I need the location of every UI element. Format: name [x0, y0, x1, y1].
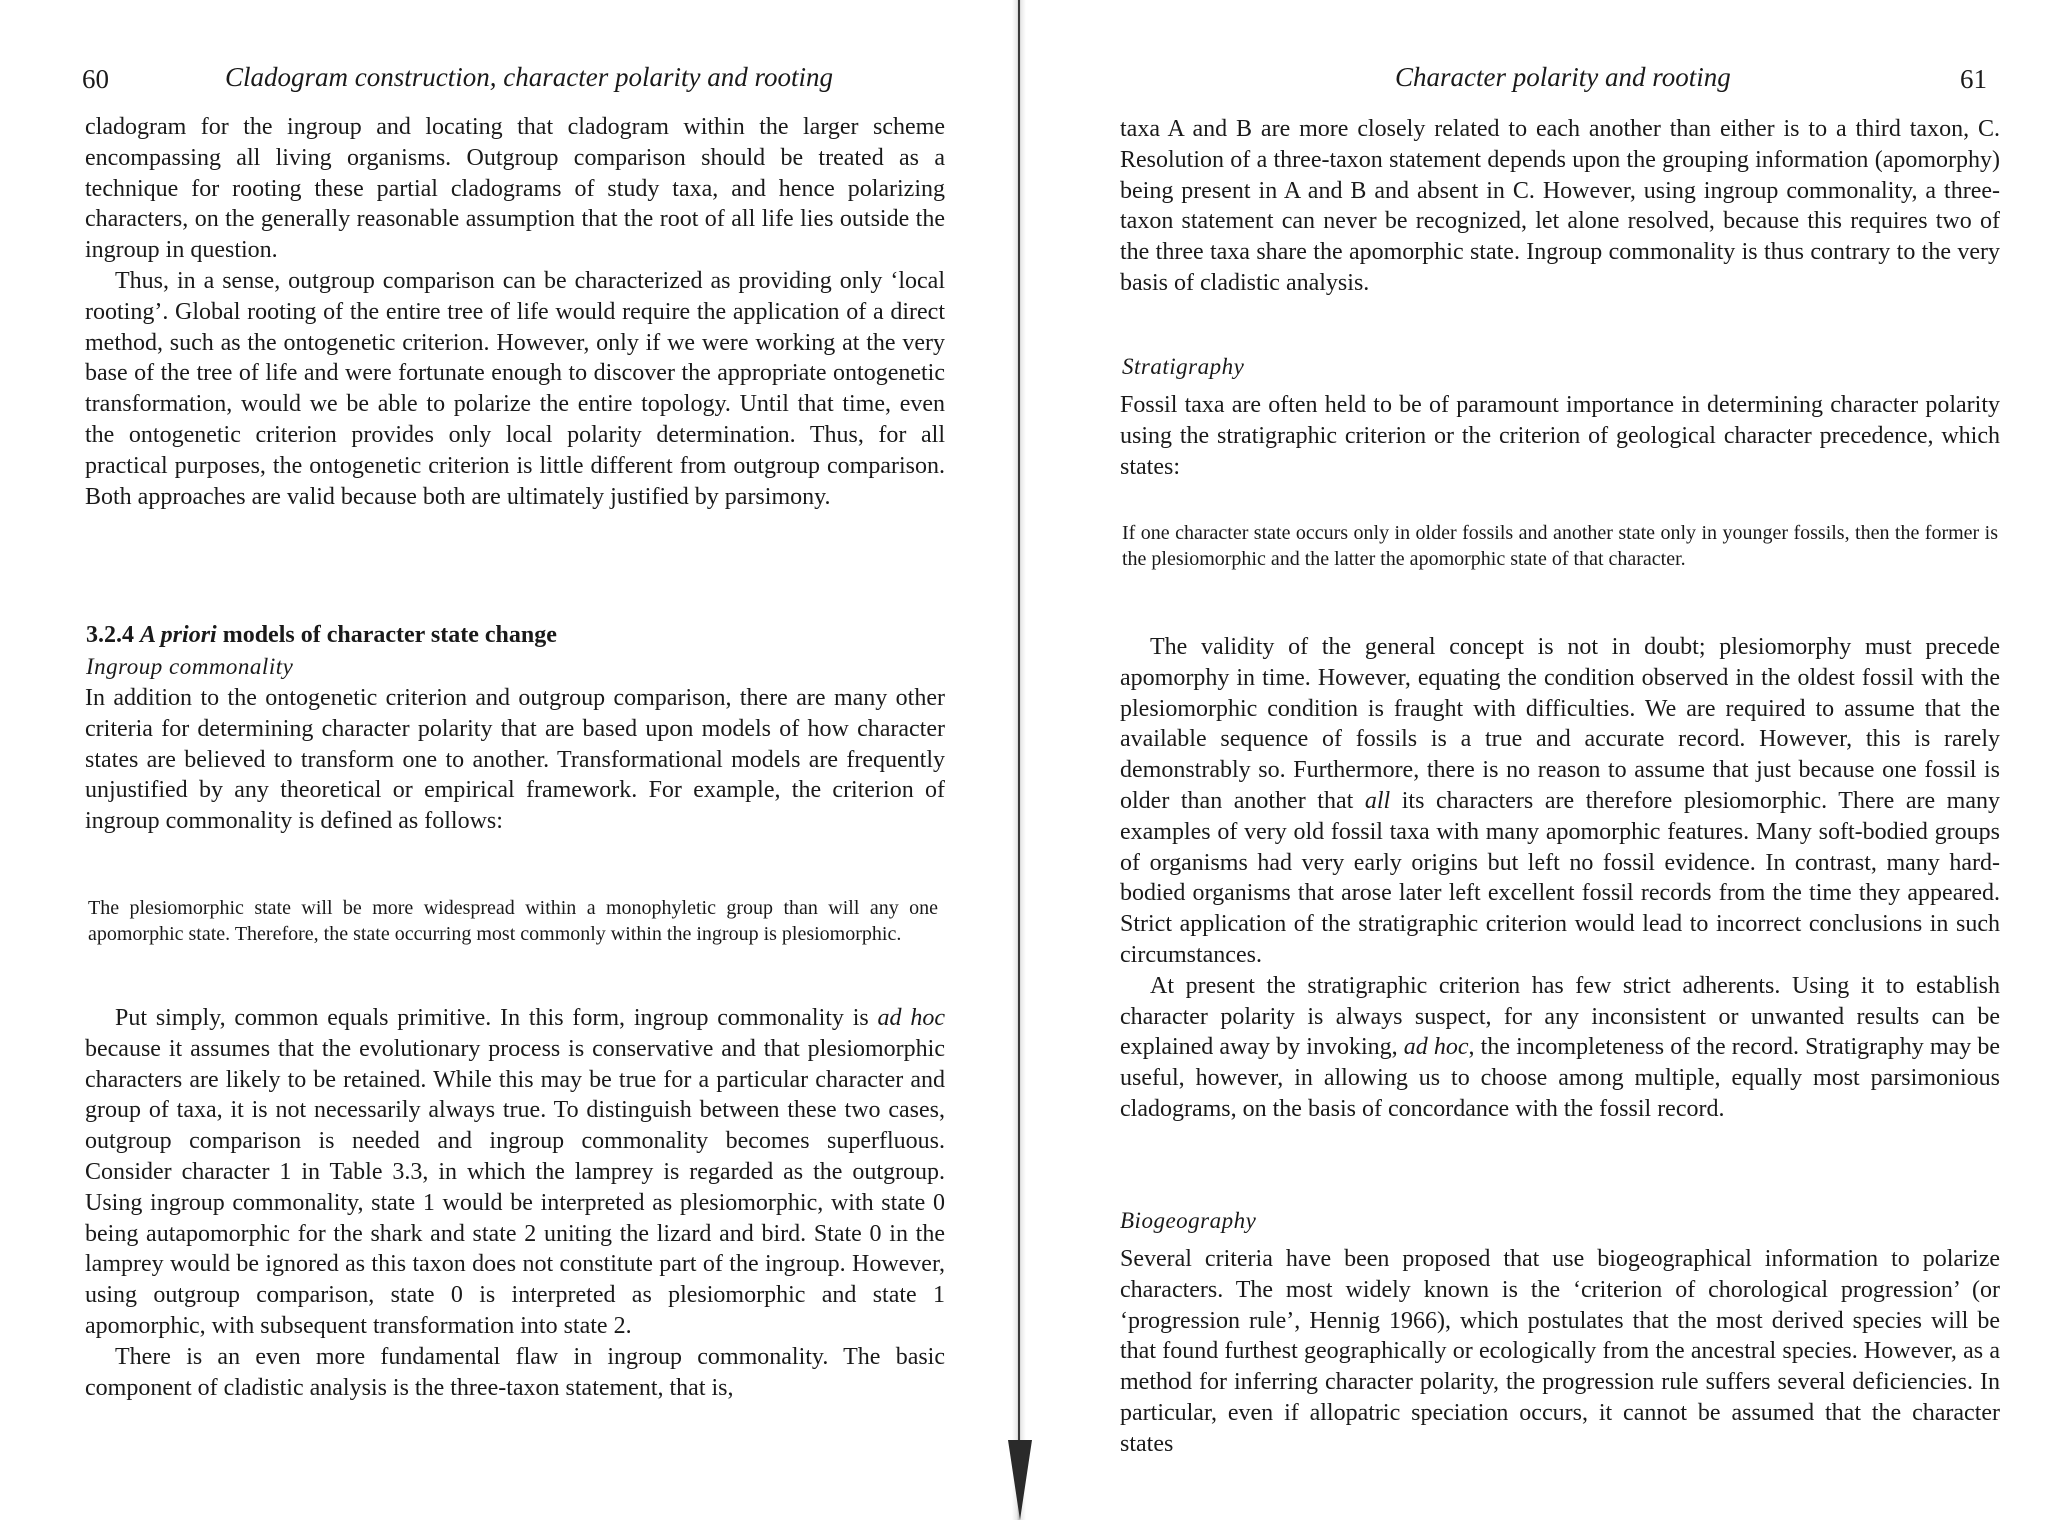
paragraph: At present the stratigraphic criterion has few strict adherents. Using it to establish character polarity is always suspect, for any inconsistent or unwanted results can be explained away by invoking, ad hoc, the incompleteness of the record. Stratigraphy may be useful, however, in allowing us to choose among multiple, equally most parsimonious cladograms, on the basis of concordance with the fossil record. — [1120, 972, 2001, 1122]
gutter-shadow — [1008, 1440, 1032, 1520]
section-number: 3.2.4 — [86, 622, 134, 648]
right-page — [1030, 0, 2048, 1520]
paragraph: Thus, in a sense, outgroup comparison can be characterized as providing only ‘local rooting’. Global rooting of the entire tree of life would require the application of a direct method, such as the ontogenetic criterion. However, only if we were working at the very base of the tree of life and were fortunate enough to discover the appropriate ontogenetic transformation, would we be able to polarize the entire topology. Until that time, even the ontogenetic criterion provides only local polarity determination. Thus, for all practical purposes, the ontogenetic criterion is little different from outgroup comparison. Both approaches are valid because both are ultimately justified by parsimony. — [85, 267, 945, 510]
paragraph: Fossil taxa are often held to be of paramount importance in determining character polarity using the stratigraphic criterion or the criterion of geological character precedence, which states: — [1120, 392, 2000, 480]
subheading: Ingroup commonality — [86, 654, 294, 679]
section-heading — [86, 622, 557, 649]
subheading: Stratigraphy — [1122, 354, 1245, 379]
body-text-bottom — [85, 1003, 945, 1403]
body-text-stratigraphy — [1120, 390, 2000, 482]
running-head: Character polarity and rooting — [1395, 62, 1731, 92]
paragraph: There is an even more fundamental flaw in ingroup commonality. The basic component of cladistic analysis is the three-taxon statement, that is, — [85, 1343, 945, 1401]
page-number: 61 — [1960, 64, 1987, 94]
body-text-middle — [1120, 632, 2000, 1125]
gutter-line — [1018, 0, 1020, 1440]
body-text-intro — [85, 683, 945, 837]
section-title-italic: A priori — [140, 622, 217, 648]
section-title: models of character state change — [222, 622, 557, 648]
body-text-top — [85, 112, 945, 512]
paragraph: The validity of the general concept is not in doubt; plesiomorphy must precede apomorphy in time. However, equating the condition observed in the oldest fossil with the plesiomorphic condition is fraught with difficulties. We are required to assume that the available sequence of fossils is a true and accurate record. However, this is rarely demonstrably so. Furthermore, there is no reason to assume that just because one fossil is older than another that all its characters are therefore plesiomorphic. There are many examples of very old fossil taxa with many apomorphic features. Many soft-bodied groups of organisms had very early origins but left no fossil evidence. In contrast, many hard-bodied organisms that arose later left excellent fossil records from the time they appeared. Strict application of the stratigraphic criterion would lead to incorrect conclusions in such circumstances. — [1120, 634, 2001, 968]
body-text-biogeography — [1120, 1244, 2000, 1460]
page-number: 60 — [82, 64, 109, 94]
paragraph: taxa A and B are more closely related to each another than either is to a third taxon, C. Resolution of a three-taxon statement depends upon the grouping information (apomorphy) being present in A and B and absent in C. However, using ingroup commonality, a three-taxon statement can never be recognized, let alone resolved, because this requires two of the three taxa share the apomorphic state. Ingroup commonality is thus contrary to the very basis of cladistic analysis. — [1120, 116, 2000, 296]
paragraph: cladogram for the ingroup and locating that cladogram within the larger scheme encompassing all living organisms. Outgroup comparison should be treated as a technique for rooting these partial cladograms of study taxa, and hence polarizing characters, on the generally reasonable assumption that the root of all life lies outside the ingroup in question. — [85, 114, 945, 264]
paragraph: Several criteria have been proposed that use biogeographical information to polarize characters. The most widely known is the ‘criterion of chorological progression’ (or ‘progression rule’, Hennig 1966), which postulates that the most derived species will be that found furthest geographically or ecologically from the ancestral species. However, as a method for inferring character polarity, the progression rule suffers several deficiencies. In particular, even if allopatric speciation occurs, it cannot be assumed that the character states — [1120, 1246, 2000, 1457]
body-text-top — [1120, 114, 2000, 299]
block-quote: The plesiomorphic state will be more widespread within a monophyletic group than will any one apomorphic state. Therefore, the state occurring most commonly within the ingroup is plesiomorphic. — [88, 897, 938, 945]
left-page — [0, 0, 1010, 1520]
subheading: Biogeography — [1120, 1208, 1257, 1233]
block-quote: If one character state occurs only in older fossils and another state only in younger fossils, then the former is the plesiomorphic and the latter the apomorphic state of that character. — [1122, 522, 1998, 570]
paragraph: Put simply, common equals primitive. In this form, ingroup commonality is ad hoc because it assumes that the evolutionary process is conservative and that plesiomorphic characters are likely to be retained. While this may be true for a particular character and group of taxa, it is not necessarily always true. To distinguish between these two cases, outgroup comparison is needed and ingroup commonality becomes superfluous. Consider character 1 in Table 3.3, in which the lamprey is regarded as the outgroup. Using ingroup commonality, state 1 would be interpreted as plesiomorphic, with state 0 being autapomorphic for the shark and state 2 uniting the lizard and bird. State 0 in the lamprey would be ignored as this taxon does not constitute part of the ingroup. However, using outgroup comparison, state 0 is interpreted as plesiomorphic and state 1 apomorphic, with subsequent transformation into state 2. — [85, 1005, 946, 1339]
running-head: Cladogram construction, character polarity and rooting — [225, 62, 833, 92]
paragraph: In addition to the ontogenetic criterion and outgroup comparison, there are many other criteria for determining character polarity that are based upon models of how character states are believed to transform one to another. Transformational models are frequently unjustified by any theoretical or empirical framework. For example, the criterion of ingroup commonality is defined as follows: — [85, 685, 945, 835]
